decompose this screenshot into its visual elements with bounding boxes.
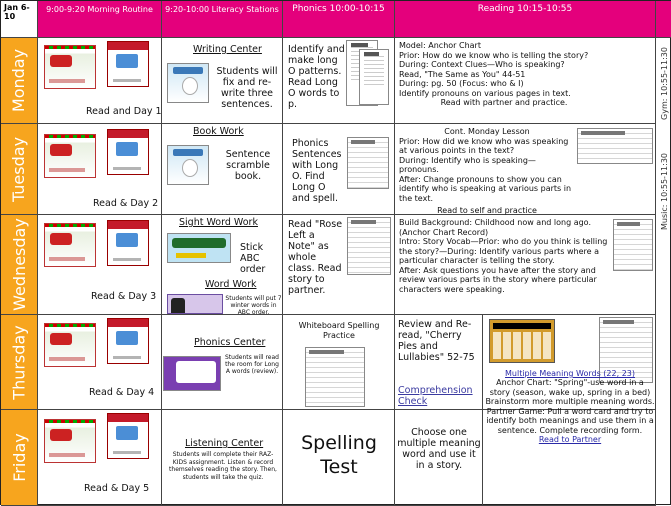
monday-station-text: Students will fix and re-write three sentences. (216, 66, 278, 110)
friday-phonics-text: Spelling Test (301, 432, 377, 478)
morning-menu-thumbnail (44, 323, 96, 367)
reading-line: Read with partner and practice. (440, 98, 568, 107)
wednesday-reading-text (399, 218, 611, 294)
reading-line: Build Background: Childhood now and long ago. (Anchor Chart Record) (399, 218, 591, 237)
music-label: Music: 10:55-11:30 (659, 152, 669, 230)
day-monday (1, 38, 38, 124)
header-literacy-stations: 9:20-10:00 Literacy Stations (162, 1, 283, 38)
reading-line: Anchor Chart: "Spring"-use word in a story (season, wake up, spring in a bed) (489, 378, 651, 397)
abc-order-thumbnail (167, 294, 223, 314)
wednesday-phonics-text: Read "Rose Left a Note" as whole class. Read story to partner. (288, 219, 343, 296)
day-wednesday (1, 215, 38, 315)
comprehension-notebook-thumbnail (107, 129, 149, 175)
day-label: Monday (9, 48, 29, 113)
story-vocab-worksheet-thumbnail (613, 219, 653, 271)
wednesday-station-text-b: Students will put 7 winter words in ABC order. (225, 295, 282, 316)
friday-station-text: Students will complete their RAZ-KIDS assignment. Listen & record themselves reading the story. Then, students will take the quiz. (169, 451, 277, 481)
music-time (656, 128, 671, 254)
day-thursday (1, 315, 38, 410)
day-label: Friday (9, 433, 29, 482)
write-the-room-thumbnail (163, 356, 221, 391)
rose-left-a-note-thumbnail (347, 217, 391, 275)
thursday-station-text: Students will read the room for Long A words (review). (225, 354, 279, 375)
reading-line: Partner Game: Pull a word card and try to identify both meanings and use them in a sentence. Complete recording form. (486, 406, 654, 435)
winter-writing-thumbnail (167, 63, 209, 103)
morning-menu-thumbnail (44, 419, 96, 463)
reading-line: During: Identify who is speaking—pronouns. (399, 155, 536, 174)
read-to-partner-link[interactable]: Read to Partner (538, 435, 602, 444)
morning-menu-thumbnail (44, 134, 96, 178)
long-o-word-list-2-thumbnail (359, 49, 389, 105)
day-label: Thursday (9, 324, 29, 400)
thursday-station-title: Phonics Center (194, 337, 266, 348)
monday-reading-text (399, 41, 653, 108)
gym-label: Gym: 10:55-11:30 (659, 46, 669, 120)
reading-line: Model: Anchor Chart (399, 41, 481, 50)
wednesday-station-title-b: Word Work (205, 279, 257, 290)
friday-morning-text: Read & Day 5 (84, 483, 150, 494)
day-friday (1, 410, 38, 506)
reading-line: After: Change pronouns to show you can identify who is speaking at various parts in the text. (399, 174, 572, 203)
morning-menu-thumbnail (44, 223, 96, 267)
thursday-phonics-text: Whiteboard Spelling Practice (298, 321, 380, 340)
thursday-reading-text (485, 378, 655, 445)
comprehension-notebook-thumbnail (107, 318, 149, 364)
day-label: Tuesday (9, 136, 29, 202)
thursday-morning-text: Read & Day 4 (89, 387, 155, 398)
thursday-reading-title: Multiple Meaning Words (22, 23) (505, 369, 635, 378)
date-cell (1, 1, 38, 38)
reading-line: Prior: How did we know who was speaking at various points in the text? (399, 136, 569, 155)
reading-line: Read, "The Same as You" 44-51 (399, 69, 526, 79)
monday-phonics-text: Identify and make long O patterns. Read Long O words to p. (288, 44, 345, 110)
monday-morning-text: Read and Day 1 (86, 106, 162, 117)
tuesday-station-title: Book Work (193, 126, 244, 137)
phonics-sentences-thumbnail (347, 137, 389, 189)
comprehension-notebook-thumbnail (107, 41, 149, 87)
reading-line: During: Context Clues—Who is speaking? (399, 60, 565, 69)
monday-station-title: Writing Center (193, 44, 262, 55)
reading-line: Read to self and practice (437, 206, 537, 215)
tuesday-morning-text: Read & Day 2 (93, 198, 159, 209)
gym-time (656, 38, 671, 128)
comprehension-check-link[interactable]: Comprehension Check (398, 385, 473, 407)
morning-menu-thumbnail (44, 45, 96, 89)
comprehension-notebook-thumbnail (107, 413, 149, 459)
tuesday-station-text: Sentence scramble book. (225, 149, 271, 182)
header-reading: Reading 10:15-10:55 (395, 1, 656, 38)
comprehension-notebook-thumbnail (107, 220, 149, 266)
context-clues-worksheet-thumbnail (577, 128, 653, 164)
sentence-scramble-thumbnail (167, 145, 209, 185)
day-tuesday (1, 124, 38, 215)
spelling-practice-thumbnail (305, 347, 365, 407)
tuesday-reading-text (399, 127, 575, 216)
header-morning-routine: 9:00-9:20 Morning Routine (38, 1, 162, 38)
header-phonics: Phonics 10:00-10:15 (283, 1, 395, 38)
friday-reading-text: Choose one multiple meaning word and use it in a story. (397, 427, 481, 471)
sight-word-sticks-thumbnail (167, 233, 231, 263)
reading-line: Prior: How do we know who is telling the story? (399, 50, 589, 60)
header-spacer (656, 1, 671, 38)
reading-line: Intro: Story Vocab—Prior: who do you think is telling the story?—During: Identify various parts where a particular character is telling the story. (399, 237, 608, 265)
date-label: Jan 6-10 (4, 3, 30, 21)
friday-station-title: Listening Center (185, 438, 264, 449)
wednesday-morning-text: Read & Day 3 (91, 291, 157, 302)
thursday-reading-left-text: Review and Re-read, "Cherry Pies and Lullabies" 52-75 (398, 319, 475, 363)
wednesday-station-text-a: Stick ABC order (240, 242, 266, 275)
multiple-meaning-game-thumbnail (489, 319, 555, 363)
tuesday-phonics-text: Phonics Sentences with Long O. Find Long O and spell. (292, 138, 342, 204)
reading-line: Brainstorm more multiple meaning words. (485, 397, 655, 406)
day-label: Wednesday (9, 218, 29, 311)
wednesday-station-title-a: Sight Word Work (179, 217, 258, 228)
reading-line: During: pg. 50 (Focus: who & I) (399, 79, 524, 88)
reading-line: After: Ask questions you have after the story and review various parts in the story where particular characters were speaking. (399, 265, 597, 294)
reading-line: Identify pronouns on various pages in text. (399, 88, 571, 98)
reading-line: Cont. Monday Lesson (444, 127, 530, 136)
